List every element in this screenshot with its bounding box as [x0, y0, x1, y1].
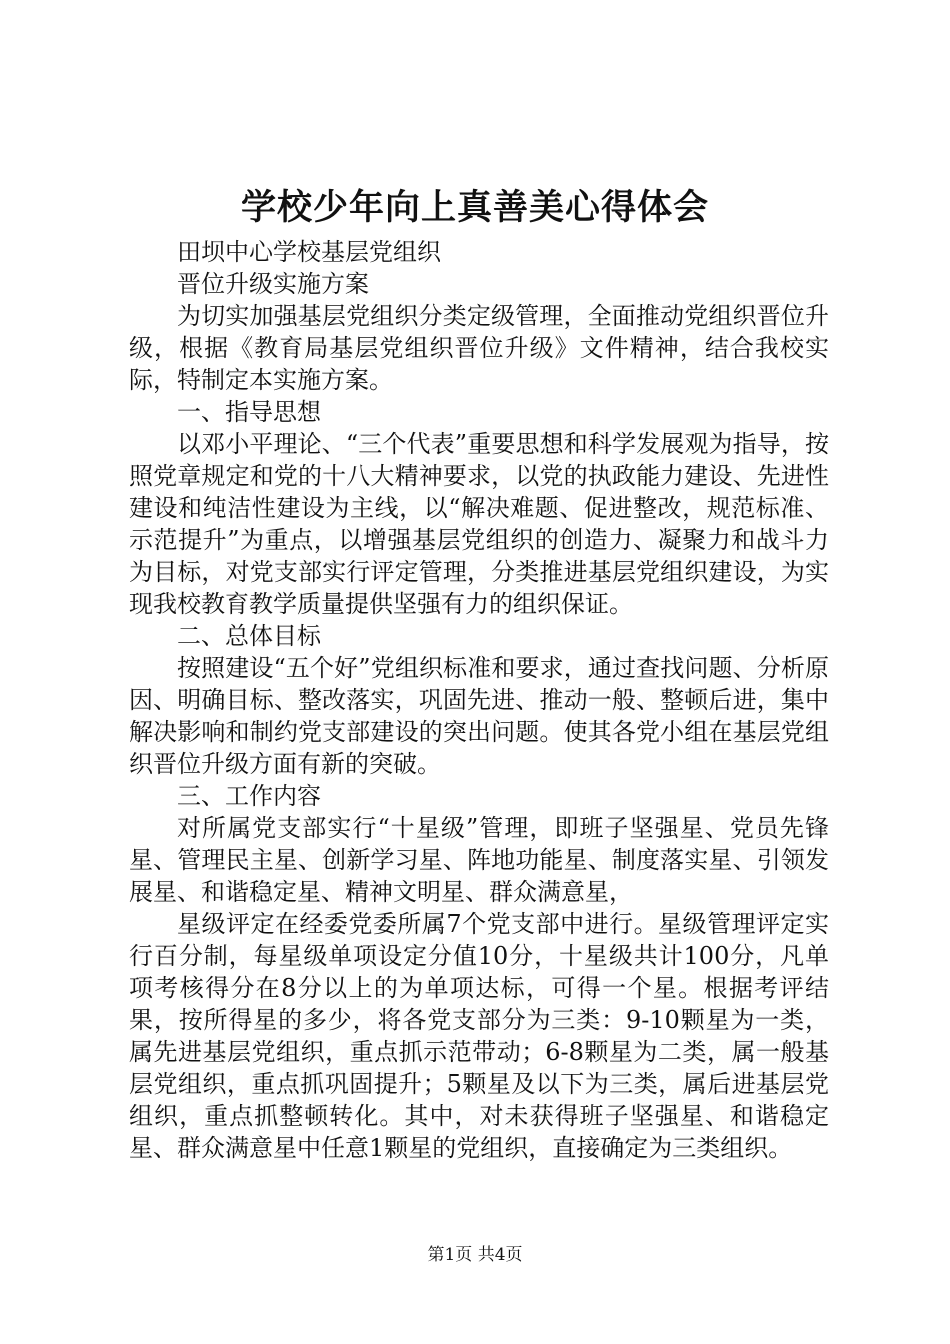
document-title: 学校少年向上真善美心得体会	[240, 187, 709, 228]
paragraph-overall-goal: 按照建设“五个好”党组织标准和要求，通过查找问题、分析原因、明确目标、整改落实，巩固先进、推动一般、整顿后进，集中解决影响和制约党支部建设的突出问题。使其各党小组在基层党组织晋位升级方面有新的突破。	[129, 654, 829, 778]
section-heading-work-content: 三、工作内容	[177, 782, 321, 810]
paragraph-plan-title: 晋位升级实施方案	[177, 270, 369, 298]
paragraph-intro: 为切实加强基层党组织分类定级管理，全面推动党组织晋位升级，根据《教育局基层党组织晋位升级》文件精神，结合我校实际，特制定本实施方案。	[129, 302, 829, 394]
paragraph-star-rating: 星级评定在经委党委所属7个党支部中进行。星级管理评定实行百分制，每星级单项设定分值10分，十星级共计100分，凡单项考核得分在8分以上的为单项达标，可得一个星。根据考评结果，按所得星的多少，将各党支部分为三类：9-10颗星为一类，属先进基层党组织，重点抓示范带动；6-8颗星为二类，属一般基层党组织，重点抓巩固提升；5颗星及以下为三类，属后进基层党组织，重点抓整顿转化。其中，对未获得班子坚强星、和谐稳定星、群众满意星中任意1颗星的党组织，直接确定为三类组织。	[129, 910, 829, 1162]
paragraph-ten-star-management: 对所属党支部实行“十星级”管理，即班子坚强星、党员先锋星、管理民主星、创新学习星、阵地功能星、制度落实星、引领发展星、和谐稳定星、精神文明星、群众满意星，	[129, 814, 829, 906]
document-body	[129, 236, 829, 1164]
paragraph-guiding-ideology: 以邓小平理论、“三个代表”重要思想和科学发展观为指导，按照党章规定和党的十八大精神要求，以党的执政能力建设、先进性建设和纯洁性建设为主线，以“解决难题、促进整改，规范标准、示范提升”为重点，以增强基层党组织的创造力、凝聚力和战斗力为目标，对党支部实行评定管理，分类推进基层党组织建设，为实现我校教育教学质量提供坚强有力的组织保证。	[129, 430, 829, 618]
page-number: 第1页 共4页	[427, 1245, 523, 1265]
section-heading-guiding-ideology: 一、指导思想	[177, 398, 321, 426]
paragraph-school-name: 田坝中心学校基层党组织	[177, 238, 441, 266]
section-heading-overall-goal: 二、总体目标	[177, 622, 321, 650]
